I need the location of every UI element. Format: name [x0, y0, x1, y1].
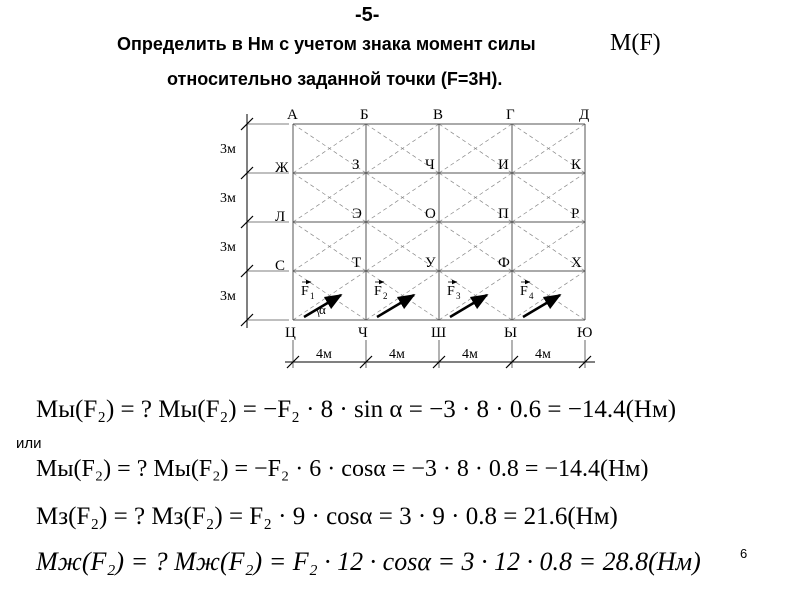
equation-4: Mж(F₂) = ? Mж(F₂) = F₂ · 12 · cosα = 3 · 12 · 0.8 = 28.8(Нм)	[36, 547, 701, 576]
force-label: F	[301, 284, 309, 299]
force-label-index: 1	[310, 291, 315, 301]
force-label-index: 2	[383, 291, 388, 301]
interior-node-label: Т	[352, 255, 362, 271]
force-label: F	[374, 284, 382, 299]
left-node-label: Л	[275, 209, 286, 225]
interior-node-label: О	[425, 206, 436, 222]
interior-node-label: Ч	[425, 157, 435, 173]
slide-number: -5-	[355, 4, 380, 26]
row-dimension-label: 3м	[220, 191, 236, 206]
force-label-index: 3	[456, 291, 461, 301]
interior-node-label: П	[498, 206, 509, 222]
title-formula: M(F)	[610, 30, 661, 56]
equation-2: Mы(F₂) = ? Mы(F₂) = −F₂ · 6 · cosα = −3 · 8 · 0.8 = −14.4(Нм)	[36, 456, 649, 482]
bottom-node-label: Ю	[577, 325, 593, 341]
col-dimension-label: 4м	[389, 347, 405, 362]
col-dimension-label: 4м	[535, 347, 551, 362]
page-number: 6	[740, 546, 748, 561]
interior-node-label: З	[352, 157, 360, 173]
top-node-label: В	[433, 107, 444, 123]
interior-node-label: И	[498, 157, 509, 173]
interior-node-label: К	[571, 157, 582, 173]
interior-node-label: У	[425, 255, 436, 271]
top-node-label: Д	[579, 107, 590, 123]
equation-1: Mы(F₂) = ? Mы(F₂) = −F₂ · 8 · sin α = −3 · 8 · 0.6 = −14.4(Нм)	[36, 396, 677, 423]
left-node-label: Ж	[275, 160, 289, 176]
interior-node-label: Ф	[498, 255, 510, 271]
title-line1: Определить в Нм с учетом знака момент силы	[117, 34, 536, 54]
top-node-label: А	[287, 107, 298, 123]
col-dimension-label: 4м	[462, 347, 478, 362]
bottom-node-label: Ч	[358, 325, 368, 341]
bottom-node-label: Ш	[431, 325, 447, 341]
bottom-node-label: Ц	[285, 325, 296, 341]
row-dimension-label: 3м	[220, 142, 236, 157]
force-label: F	[447, 284, 455, 299]
angle-label: α	[319, 302, 326, 317]
row-dimension-label: 3м	[220, 240, 236, 255]
interior-node-label: Х	[571, 255, 582, 271]
top-node-label: Г	[506, 107, 515, 123]
left-node-label: С	[275, 258, 286, 274]
force-label: F	[520, 284, 528, 299]
top-node-label: Б	[360, 107, 369, 123]
interior-node-label: Э	[352, 206, 362, 222]
equation-3: Mз(F₂) = ? Mз(F₂) = F₂ · 9 · cosα = 3 · 9 · 0.8 = 21.6(Нм)	[36, 503, 618, 530]
interior-node-label: Р	[571, 206, 580, 222]
or-label: или	[16, 435, 42, 452]
col-dimension-label: 4м	[316, 347, 332, 362]
bottom-node-label: Ы	[504, 325, 518, 341]
title-line2: относительно заданной точки (F=3Н).	[167, 69, 503, 89]
row-dimension-label: 3м	[220, 289, 236, 304]
force-label-index: 4	[529, 291, 534, 301]
